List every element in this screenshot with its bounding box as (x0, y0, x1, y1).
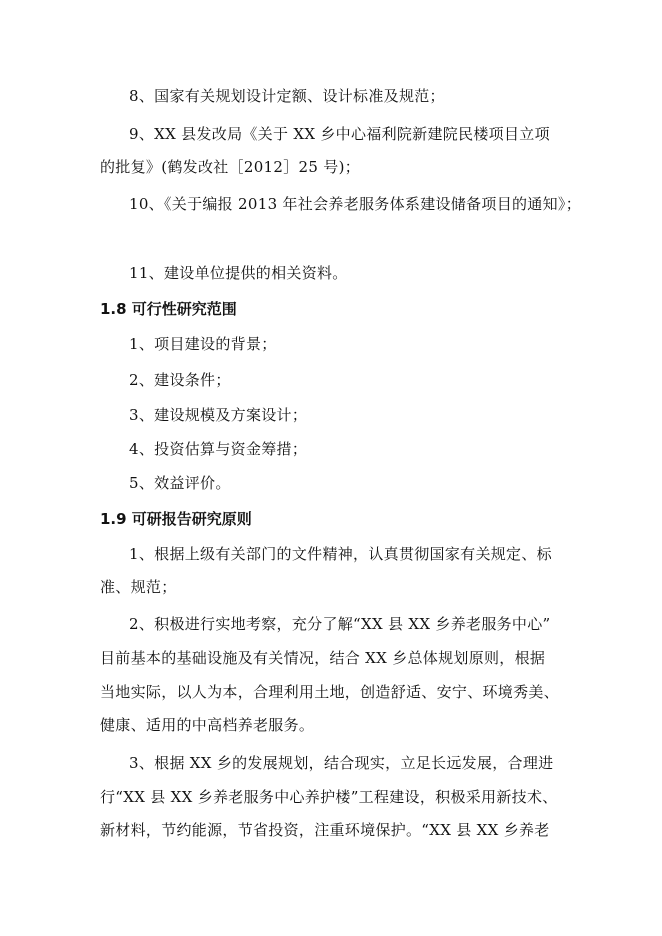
principle-2-line-1: 2、积极进行实地考察，充分了解“XX 县 XX 乡养老服务中心” (129, 615, 551, 633)
section-heading-1-9: 1.9 可研报告研究原则 (100, 510, 252, 528)
list-item-9: 9、XX 县发改局《关于 XX 乡中心福利院新建院民楼项目立项 (129, 125, 550, 143)
principle-3-line-3: 新材料，节约能源，节省投资，注重环境保护。“XX 县 XX 乡养老 (100, 821, 550, 839)
principle-2-line-3: 当地实际，以人为本，合理利用土地，创造舒适、安宁、环境秀美、 (100, 683, 560, 701)
principle-3-line-2: 行“XX 县 XX 乡养老服务中心养护楼”工程建设，积极采用新技术、 (100, 788, 558, 806)
list-item-8: 8、国家有关规划设计定额、设计标准及规范； (129, 87, 445, 105)
scope-item-4: 4、投资估算与资金筹措； (129, 440, 308, 458)
list-item-11: 11、建设单位提供的相关资料。 (129, 264, 348, 282)
scope-item-5: 5、效益评价。 (129, 474, 231, 492)
principle-2-line-2: 目前基本的基础设施及有关情况，结合 XX 乡总体规划原则，根据 (100, 649, 546, 667)
scope-item-1: 1、项目建设的背景； (129, 335, 277, 353)
scope-item-3: 3、建设规模及方案设计； (129, 406, 308, 424)
list-item-10: 10、《关于编报 2013 年社会养老服务体系建设储备项目的通知》； (129, 195, 581, 213)
principle-3-line-1: 3、根据 XX 乡的发展规划，结合现实，立足长远发展，合理进 (129, 754, 554, 772)
section-heading-1-8: 1.8 可行性研究范围 (100, 300, 237, 318)
list-item-9-continued: 的批复》(鹤发改社［2012］25 号)； (100, 158, 361, 176)
scope-item-2: 2、建设条件； (129, 371, 231, 389)
principle-2-line-4: 健康、适用的中高档养老服务。 (100, 716, 315, 734)
principle-1-line-1: 1、根据上级有关部门的文件精神，认真贯彻国家有关规定、标 (129, 545, 552, 563)
principle-1-line-2: 准、规范； (100, 578, 177, 596)
